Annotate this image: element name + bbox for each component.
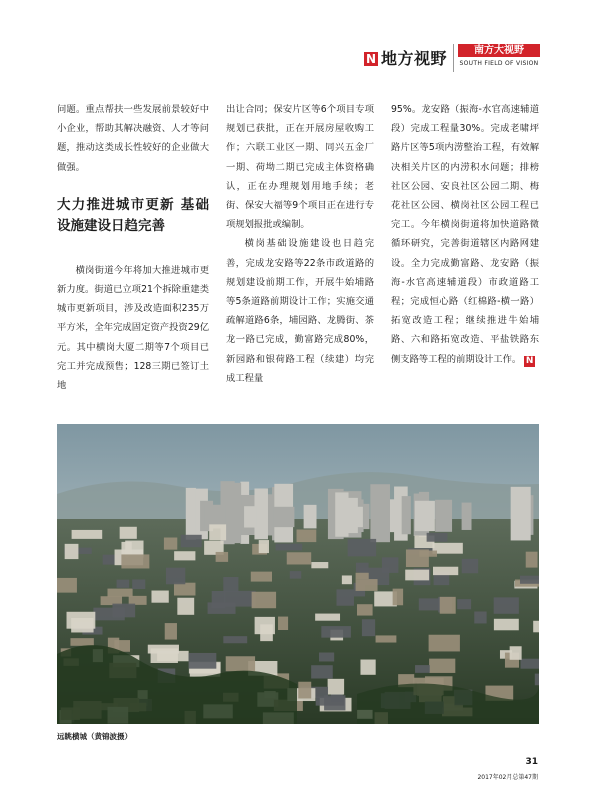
- building-shape: [440, 597, 456, 614]
- paragraph: 横岗基础设施建设也日趋完善，完成龙安路等22条市政道路的规划建设前期工作，开展牛始埔路等5条道路前期设计工作；实施交通疏解道路6条，埔园路、龙腾街、茶龙一路已完成，勤富路完成80%，新园路和银荷路工程（续建）均完成工程量: [226, 238, 374, 384]
- text-column-2: [226, 100, 374, 388]
- issue-info: 2017年02月总第47期: [477, 774, 538, 781]
- building-shape: [462, 559, 478, 573]
- building-shape: [121, 554, 149, 568]
- building-shape: [72, 530, 103, 539]
- building-shape: [65, 544, 79, 559]
- text-column-1: [57, 100, 209, 395]
- aerial-city-image: [57, 424, 539, 724]
- building-shape: [223, 636, 247, 643]
- paragraph: 问题。重点帮扶一些发展前景较好中小企业，帮助其解决融资、人才等问题，推动这类成长性较好的企业做大做强。: [57, 104, 209, 173]
- paragraph: 横岗街道今年将加大推进城市更新力度。街道已立项21个拆除重建类城市更新项目，涉及改造面积235万平方米，全年完成固定资产投资29亿元。其中横岗大厦二期等7个项目已完工并完成预售；128三期已签订土地: [57, 264, 209, 392]
- building-shape: [319, 653, 334, 662]
- building-shape: [259, 540, 269, 553]
- building-shape: [226, 656, 255, 671]
- building-shape: [356, 573, 369, 579]
- building-shape: [521, 659, 539, 669]
- building-shape: [356, 579, 378, 591]
- building-shape: [336, 589, 353, 605]
- building-shape: [348, 539, 376, 556]
- building-shape: [335, 492, 348, 536]
- building-shape: [520, 576, 539, 584]
- section-heading: 大力推进城市更新 基础设施建设日趋完善: [57, 196, 209, 234]
- building-shape: [316, 697, 345, 706]
- building-shape: [370, 484, 390, 542]
- building-shape: [70, 638, 93, 646]
- paragraph: 出让合同；保安片区等6个项目专项规划已获批，正在开展房屋收购工作；六联工业区一期、同兴五金厂一期、荷坳二期已完成主体资格确认，正在办理规划用地手续；老街、保安大福等9个项目正在进行专项规划报批或编制。: [226, 104, 374, 231]
- building-shape: [432, 543, 462, 554]
- n-logo-icon: N: [365, 52, 376, 66]
- building-shape: [251, 572, 272, 582]
- building-shape: [360, 660, 375, 675]
- building-shape: [186, 488, 196, 540]
- building-shape: [494, 619, 519, 631]
- building-shape: [298, 682, 311, 699]
- building-shape: [357, 604, 373, 615]
- building-shape: [174, 583, 195, 596]
- building-shape: [328, 679, 344, 695]
- building-shape: [535, 674, 539, 686]
- section-name-cn: 南方大视野: [458, 44, 540, 57]
- building-shape: [164, 538, 177, 550]
- section-name-en: SOUTH FIELD OF VISION: [459, 60, 539, 67]
- building-shape: [120, 527, 137, 539]
- building-shape: [112, 604, 135, 618]
- building-shape: [208, 602, 236, 614]
- building-shape: [244, 506, 256, 527]
- section-title: 地方视野: [381, 44, 454, 72]
- building-shape: [457, 599, 471, 609]
- building-shape: [510, 646, 522, 660]
- building-shape: [273, 507, 294, 527]
- building-shape: [278, 617, 288, 630]
- building-shape: [415, 501, 435, 531]
- page-number: 31: [525, 757, 538, 767]
- building-shape: [526, 552, 538, 568]
- building-shape: [494, 597, 519, 613]
- building-shape: [117, 580, 130, 588]
- building-shape: [129, 596, 147, 605]
- paragraph: [391, 100, 539, 369]
- building-shape: [287, 552, 311, 564]
- building-shape: [304, 505, 317, 529]
- building-shape: [276, 544, 303, 551]
- building-shape: [177, 598, 194, 615]
- building-shape: [435, 500, 452, 532]
- building-shape: [189, 653, 217, 669]
- building-shape: [181, 535, 202, 547]
- building-shape: [290, 571, 301, 578]
- building-shape: [474, 611, 486, 623]
- building-shape: [462, 503, 472, 530]
- building-shape: [393, 589, 403, 606]
- building-shape: [209, 524, 226, 540]
- building-shape: [415, 665, 430, 673]
- end-mark-icon: N: [525, 355, 534, 366]
- photo-caption: 远眺横城（黄锦波摄）: [57, 732, 132, 741]
- building-shape: [311, 562, 328, 568]
- building-shape: [427, 533, 448, 542]
- building-shape: [429, 635, 460, 652]
- building-shape: [429, 659, 455, 673]
- building-shape: [376, 635, 397, 642]
- building-shape: [157, 651, 189, 661]
- building-shape: [132, 579, 145, 589]
- building-shape: [252, 592, 276, 608]
- building-shape: [166, 568, 185, 585]
- building-shape: [533, 621, 539, 633]
- text-column-3: [391, 100, 539, 369]
- building-shape: [223, 577, 238, 592]
- building-shape: [107, 589, 132, 597]
- building-shape: [315, 614, 340, 621]
- building-shape: [67, 612, 96, 629]
- building-shape: [402, 496, 411, 534]
- building-shape: [255, 617, 275, 634]
- building-shape: [174, 551, 195, 560]
- building-shape: [388, 505, 402, 529]
- building-shape: [511, 487, 531, 541]
- building-shape: [405, 570, 429, 581]
- building-shape: [254, 488, 268, 539]
- building-shape: [311, 665, 333, 678]
- city-photo: [57, 424, 539, 724]
- paragraph-text: 95%。龙安路（振海-水官高速辅道段）完成工程量30%。完成老啸坪路片区等5项内涝整治工程，有效解决相关片区的内涝积水问题；排榜社区公园、安良社区公园二期、梅花社区公园、横岗社区公园工程已完工。今年横岗街道将加快道路微循环研究，完善街道辖区内路网建设。全力完成勤富路、龙安路（振海-水官高速辅道段）市政道路工程；完成恒心路（红棉路-横一路）拓宽改造工程；继续推进牛始埔路、六和路拓宽改造、平盐铁路东侧支路等工程的前期设计工作。: [391, 104, 539, 365]
- building-shape: [419, 551, 437, 557]
- building-shape: [342, 575, 352, 584]
- building-shape: [57, 578, 77, 593]
- building-shape: [165, 623, 177, 639]
- building-shape: [362, 619, 375, 636]
- building-shape: [216, 552, 228, 562]
- building-shape: [433, 567, 458, 575]
- building-shape: [151, 591, 168, 603]
- building-shape: [297, 530, 317, 543]
- building-shape: [382, 557, 399, 573]
- building-shape: [321, 626, 351, 638]
- section-badge: [454, 44, 540, 72]
- building-shape: [356, 563, 369, 573]
- magazine-header: [364, 44, 540, 72]
